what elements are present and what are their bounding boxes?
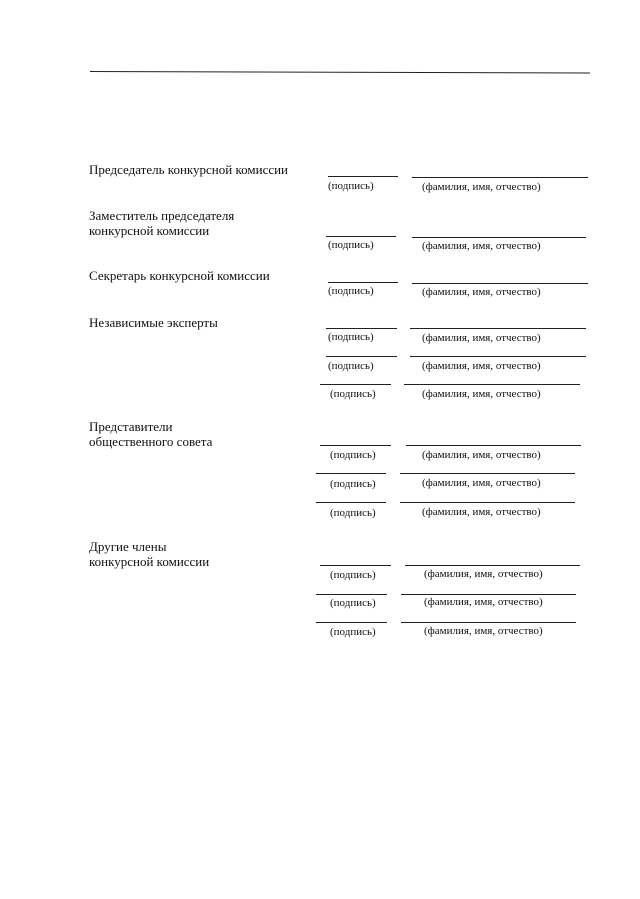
label-deputy-line-1: Заместитель председателя: [89, 208, 235, 223]
name-caption: (фамилия, имя, отчество): [424, 596, 543, 608]
signature-caption: (подпись): [330, 597, 376, 609]
name-caption: (фамилия, имя, отчество): [422, 388, 541, 400]
label-chairman: [89, 162, 288, 177]
signature-caption: (подпись): [330, 449, 376, 461]
label-secretary-text: Секретарь конкурсной комиссии: [89, 268, 270, 283]
name-line[interactable]: [400, 502, 575, 503]
name-line[interactable]: [400, 473, 575, 474]
label-others-line-2: конкурсной комиссии: [89, 554, 210, 569]
label-deputy-line-2: конкурсной комиссии: [89, 223, 210, 238]
name-line[interactable]: [404, 384, 580, 385]
name-caption: (фамилия, имя, отчество): [422, 332, 541, 344]
signature-line[interactable]: [316, 594, 387, 595]
name-line[interactable]: [406, 445, 581, 446]
signature-line[interactable]: [326, 328, 397, 329]
signature-caption: (подпись): [330, 569, 376, 581]
name-line[interactable]: [412, 237, 586, 238]
signature-caption: (подпись): [330, 478, 376, 490]
label-others: [89, 539, 209, 569]
top-rule: [90, 71, 590, 73]
label-experts: [89, 315, 218, 330]
name-caption: (фамилия, имя, отчество): [422, 181, 541, 193]
name-caption: (фамилия, имя, отчество): [424, 568, 543, 580]
signature-line[interactable]: [316, 473, 386, 474]
signature-line[interactable]: [316, 622, 387, 623]
signature-caption: (подпись): [328, 331, 374, 343]
name-line[interactable]: [405, 565, 580, 566]
name-caption: (фамилия, имя, отчество): [422, 477, 541, 489]
label-secretary: [89, 268, 270, 283]
name-caption: (фамилия, имя, отчество): [422, 286, 541, 298]
signature-line[interactable]: [320, 384, 391, 385]
signature-line[interactable]: [326, 236, 396, 237]
signature-line[interactable]: [316, 502, 386, 503]
signature-line[interactable]: [326, 356, 397, 357]
signature-caption: (подпись): [328, 180, 374, 192]
signature-caption: (подпись): [330, 626, 376, 638]
signature-line[interactable]: [320, 565, 391, 566]
label-council: [89, 419, 212, 449]
label-council-line-2: общественного совета: [89, 434, 213, 449]
signature-caption: (подпись): [328, 360, 374, 372]
signature-caption: (подпись): [328, 285, 374, 297]
name-caption: (фамилия, имя, отчество): [422, 506, 541, 518]
label-others-line-1: Другие члены: [89, 539, 167, 554]
name-line[interactable]: [410, 356, 586, 357]
signature-line[interactable]: [328, 176, 398, 177]
name-line[interactable]: [412, 177, 588, 178]
name-line[interactable]: [412, 283, 588, 284]
name-caption: (фамилия, имя, отчество): [422, 360, 541, 372]
signature-line[interactable]: [320, 445, 391, 446]
name-caption: (фамилия, имя, отчество): [422, 449, 541, 461]
name-line[interactable]: [401, 622, 576, 623]
signature-caption: (подпись): [328, 239, 374, 251]
name-caption: (фамилия, имя, отчество): [424, 625, 543, 637]
label-council-line-1: Представители: [89, 419, 173, 434]
name-caption: (фамилия, имя, отчество): [422, 240, 541, 252]
signature-line[interactable]: [328, 282, 398, 283]
label-deputy: [89, 208, 234, 238]
name-line[interactable]: [401, 594, 576, 595]
signature-caption: (подпись): [330, 388, 376, 400]
label-experts-text: Независимые эксперты: [89, 315, 218, 330]
label-chairman-text: Председатель конкурсной комиссии: [89, 162, 289, 177]
signature-caption: (подпись): [330, 507, 376, 519]
name-line[interactable]: [410, 328, 586, 329]
